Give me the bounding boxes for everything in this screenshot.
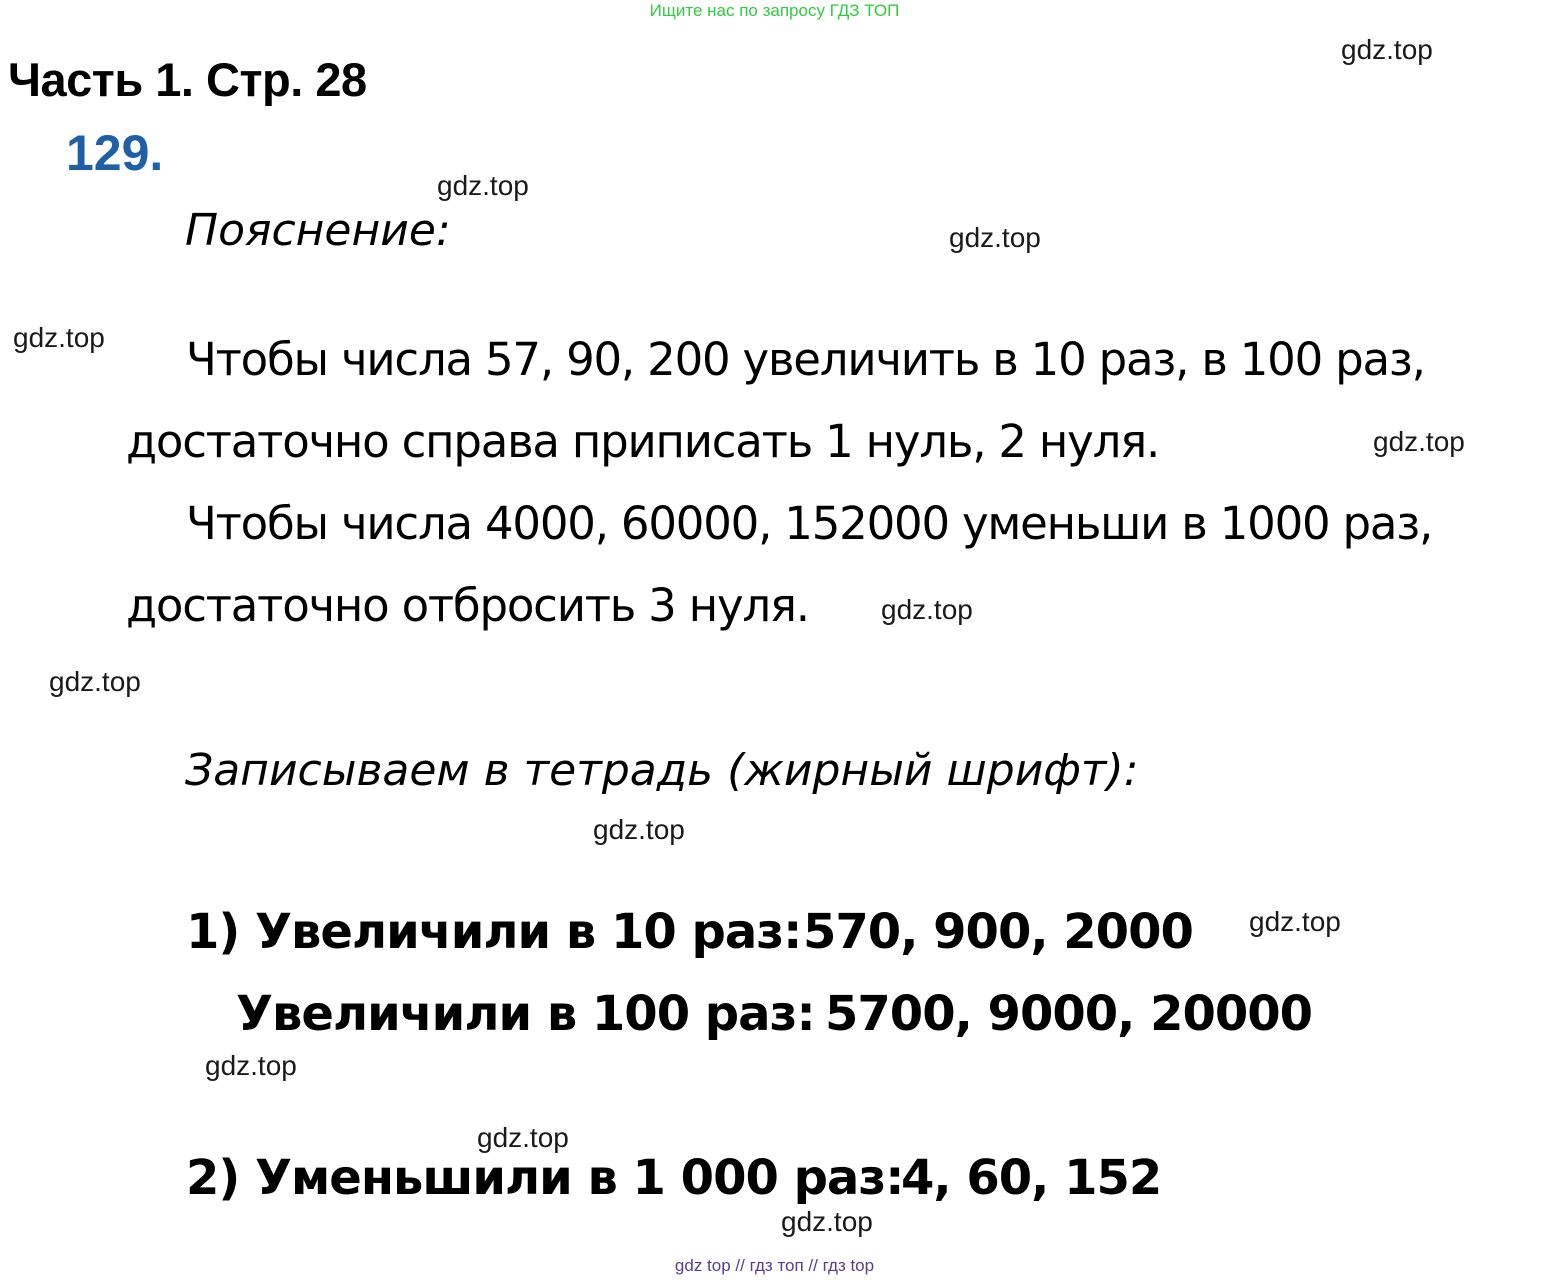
watermark: gdz.top [205,1050,297,1081]
watermark: gdz.top [1249,906,1341,937]
answer-label-1: 1) Увеличили в 10 раз: [186,904,802,960]
watermark: gdz.top [881,594,973,625]
page-heading: Часть 1. Стр. 28 [8,53,367,106]
top-banner: Ищите нас по запросу ГДЗ ТОП [649,1,900,20]
watermark: gdz.top [477,1122,569,1153]
footer: gdz top // гдз топ // гдз top [674,1256,875,1275]
explanation-line-3: Чтобы числа 4000, 60000, 152000 уменьши в 1000 раз, [186,497,1433,550]
task-number: 129. [66,125,164,181]
explanation-line-2: достаточно справа приписать 1 нуль, 2 нуля. [126,415,1160,468]
explanation-line-4: достаточно отбросить 3 нуля. [126,579,809,632]
answer-row-1 [186,904,1286,966]
watermark: gdz.top [1373,426,1465,457]
watermark: gdz.top [1341,34,1433,65]
answer-row-3 [186,1150,1286,1212]
notebook-label: Записываем в тетрадь (жирный шрифт): [185,745,1139,796]
answer-values-1: 570, 900, 2000 [803,904,1193,960]
explanation-label: Пояснение: [185,205,451,256]
answer-row-2 [236,986,1336,1048]
watermark: gdz.top [49,666,141,697]
answer-values-2: 5700, 9000, 20000 [825,986,1313,1042]
watermark: gdz.top [593,814,685,845]
answer-label-3: 2) Уменьшили в 1 000 раз: [186,1150,904,1206]
watermark: gdz.top [437,170,529,201]
answer-label-2: Увеличили в 100 раз: [236,986,815,1042]
answer-values-3: 4, 60, 152 [901,1150,1162,1206]
watermark: gdz.top [949,222,1041,253]
explanation-line-1: Чтобы числа 57, 90, 200 увеличить в 10 раз, в 100 раз, [186,333,1425,386]
watermark: gdz.top [781,1206,873,1237]
watermark: gdz.top [13,322,105,353]
